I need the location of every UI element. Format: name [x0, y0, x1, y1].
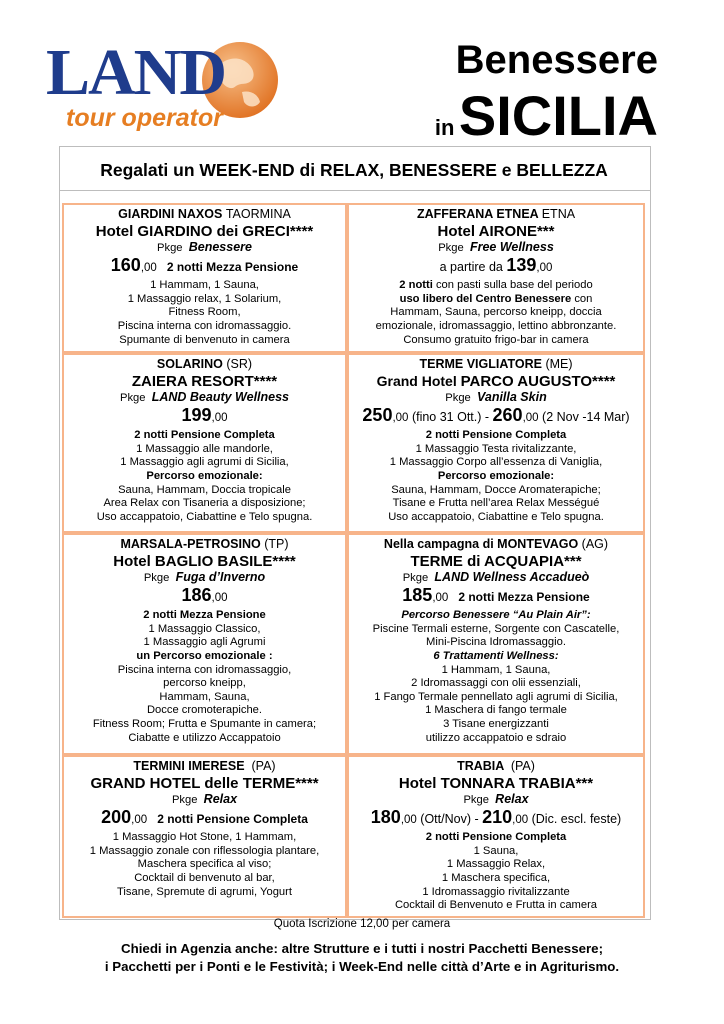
footer-note	[0, 940, 724, 976]
pkge-label: Pkge	[143, 571, 170, 584]
price-2: 210	[482, 807, 513, 828]
pkge-label: Pkge	[402, 571, 429, 584]
offer-region: (ME)	[545, 357, 573, 371]
offer-hotel: Hotel TONNARA TRABIA***	[398, 774, 594, 792]
offer-trabia: TRABIA (PA) Hotel TONNARA TRABIA*** Pkge Relax 180,00 (Ott/Nov) - 210,00 (Dic. escl. feste) 2 notti Pensione Completa 1 Sauna, 1 Massaggio Relax, 1 Maschera specifica, 1 Idromassaggio rivitalizzante Cocktail di Benvenuto e Frutta in camera	[347, 755, 645, 918]
logo-brand: LAND	[46, 36, 226, 109]
pkge-name: Free Wellness	[469, 239, 554, 254]
price-note: 2 notti Mezza Pensione	[166, 260, 299, 275]
offer-town: TRABIA	[457, 759, 504, 773]
price: 250	[362, 405, 393, 426]
price: 186	[181, 585, 212, 606]
divider	[59, 190, 651, 191]
title-line2: SICILIA	[458, 84, 658, 147]
offer-town: Nella campagna di MONTEVAGO	[383, 537, 579, 551]
price: 200	[101, 807, 132, 828]
page-title	[434, 38, 658, 147]
offer-hotel: Hotel AIRONE***	[437, 222, 555, 240]
price: 180	[370, 807, 401, 828]
offer-hotel: GRAND HOTEL delle TERME****	[90, 774, 319, 792]
pkge-name: LAND Beauty Wellness	[151, 389, 290, 404]
offer-terme-vigliatore: TERME VIGLIATORE (ME) Grand Hotel PARCO AUGUSTO**** Pkge Vanilla Skin 250,00 (fino 31 Ott.) - 260,00 (2 Nov -14 Mar) 2 notti Pensione Completa 1 Massaggio Testa rivitalizzante, 1 Massaggio Corpo all’essenza di Vaniglia, Percorso emozionale: Sauna, Hammam, Docce Aromaterapiche; Tisane e Frutta nell’area Relax Mességué Uso accappatoio, Ciabattine e Telo spugna.	[347, 353, 645, 533]
price: 160	[110, 255, 141, 276]
price: 199	[181, 405, 212, 426]
pkge-name: Benessere	[188, 239, 252, 254]
pkge-name: Relax	[203, 791, 238, 806]
footer-line1: Chiedi in Agenzia anche: altre Strutture e i tutti i nostri Pacchetti Benessere;	[121, 941, 603, 956]
offer-region: ETNA	[541, 207, 576, 221]
offer-town: MARSALA-PETROSINO	[120, 537, 261, 551]
offer-town: ZAFFERANA ETNEA	[416, 207, 539, 221]
pkge-label: Pkge	[445, 391, 471, 404]
footer-line2: i Pacchetti per i Ponti e le Festività; i Week-End nelle città d’Arte e in Agriturismo.	[104, 959, 620, 974]
pkge-label: Pkge	[463, 793, 489, 806]
offer-solarino: SOLARINO (SR) ZAIERA RESORT**** Pkge LAND Beauty Wellness 199,00 2 notti Pensione Completa 1 Massaggio alle mandorle, 1 Massaggio agli agrumi di Sicilia, Percorso emozionale: Sauna, Hammam, Doccia tropicale Area Relax con Tisaneria a disposizione; Uso accappatoio, Ciabattine e Telo spugna.	[62, 353, 347, 533]
offer-hotel: Hotel BAGLIO BASILE****	[113, 552, 296, 570]
offer-town: TERMINI IMERESE	[133, 759, 245, 773]
offer-region: (AG)	[581, 537, 609, 551]
title-line1: Benessere	[455, 38, 658, 82]
price-note: 2 notti Pensione Completa	[157, 812, 308, 827]
offer-montevago: Nella campagna di MONTEVAGO (AG) TERME di ACQUAPIA*** Pkge LAND Wellness Accadueò 185,00 2 notti Mezza Pensione Percorso Benessere “Au Plain Air”: Piscine Termali esterne, Sorgente con Cascatelle, Mini-Piscina Idromassaggio. 6 Trattamenti Wellness: 1 Hammam, 1 Sauna, 2 Idromassaggi con olii essenziali, 1 Fango Termale pennellato agli agrumi di Sicilia, 1 Maschera di fango termale 3 Tisane energizzanti utilizzo accappatoio e sdraio	[347, 533, 645, 755]
offer-hotel: ZAIERA RESORT****	[131, 372, 278, 390]
offer-town: TERME VIGLIATORE	[419, 357, 542, 371]
pkge-name: Relax	[495, 791, 529, 806]
offer-hotel: TERME di ACQUAPIA***	[410, 552, 582, 570]
land-logo	[46, 36, 286, 136]
pkge-name: LAND Wellness Accadueò	[434, 569, 590, 584]
pkge-name: Fuga d’Inverno	[175, 569, 266, 584]
offer-town: SOLARINO	[156, 357, 223, 371]
pkge-label: Pkge	[438, 241, 464, 254]
offer-region: TAORMINA	[225, 207, 291, 221]
subtitle: Regalati un WEEK-END di RELAX, BENESSERE e BELLEZZA	[100, 160, 608, 180]
offer-termini-imerese: TERMINI IMERESE (PA) GRAND HOTEL delle TERME**** Pkge Relax 200,00 2 notti Pensione Completa 1 Massaggio Hot Stone, 1 Hammam, 1 Massaggio zonale con riflessologia plantare, Maschera specifica al viso; Cocktail di benvenuto al bar, Tisane, Spremute di agrumi, Yogurt	[62, 755, 347, 918]
offer-giardini-naxos: GIARDINI NAXOS TAORMINA Hotel GIARDINO dei GRECI**** Pkge Benessere 160,00 2 notti Mezza Pensione 1 Hammam, 1 Sauna, 1 Massaggio relax, 1 Solarium, Fitness Room, Piscina interna con idromassaggio. Spumante di benvenuto in camera	[62, 203, 347, 353]
logo-tagline: tour operator	[66, 104, 223, 132]
price: 185	[402, 585, 433, 606]
offer-region: (SR)	[226, 357, 253, 371]
offer-town: GIARDINI NAXOS	[118, 207, 223, 221]
price-note: 2 notti Mezza Pensione	[458, 590, 590, 605]
offer-region: (PA)	[251, 759, 276, 773]
offer-hotel: Hotel GIARDINO dei GRECI****	[95, 222, 314, 240]
price-2: 260	[492, 405, 523, 426]
registration-fee: Quota Iscrizione 12,00 per camera	[273, 918, 451, 930]
title-in: in	[434, 115, 455, 140]
price: 139	[506, 255, 537, 276]
pkge-label: Pkge	[119, 391, 146, 404]
offer-region: (PA)	[510, 759, 535, 773]
offer-zafferana-etnea: ZAFFERANA ETNEA ETNA Hotel AIRONE*** Pkge Free Wellness a partire da 139,00 2 notti con pasti sulla base del periodo uso libero del Centro Benessere con Hammam, Sauna, percorso kneipp, doccia emozionale, idromassaggio, lettino abbronzante. Consumo gratuito frigo-bar in camera	[347, 203, 645, 353]
pkge-name: Vanilla Skin	[477, 389, 547, 404]
offer-marsala-petrosino: MARSALA-PETROSINO (TP) Hotel BAGLIO BASILE**** Pkge Fuga d’Inverno 186,00 2 notti Mezza Pensione 1 Massaggio Classico, 1 Massaggio agli Agrumi un Percorso emozionale : Piscina interna con idromassaggio, percorso kneipp, Hammam, Sauna, Docce cromoterapiche. Fitness Room; Frutta e Spumante in camera; Ciabatte e utilizzo Accappatoio	[62, 533, 347, 755]
offer-hotel: PARCO AUGUSTO****	[460, 372, 616, 390]
pkge-label: Pkge	[157, 241, 183, 254]
pkge-label: Pkge	[171, 793, 198, 806]
offer-region: (TP)	[264, 537, 289, 551]
